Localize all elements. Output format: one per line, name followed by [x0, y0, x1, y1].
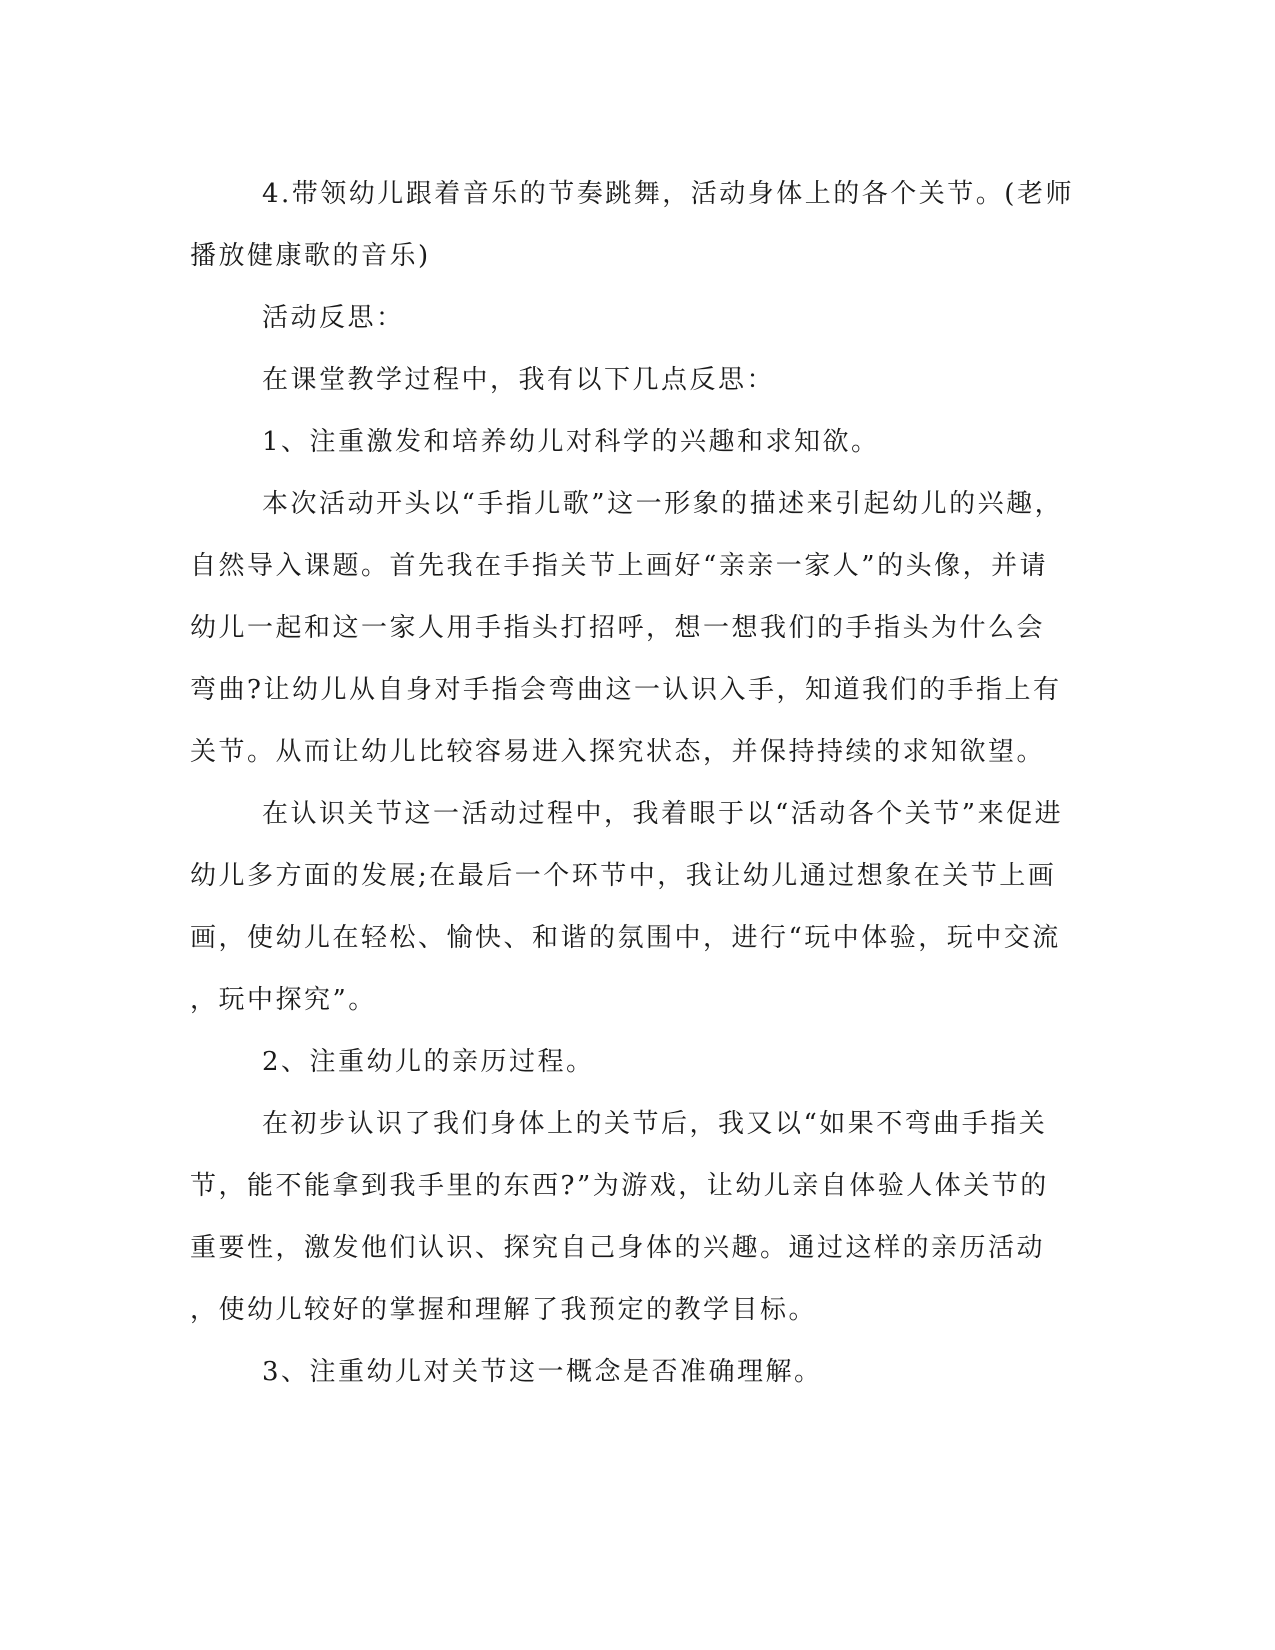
section-heading-reflection: 活动反思： — [262, 303, 405, 333]
paragraph-line: ，玩中探究”。 — [190, 985, 377, 1015]
paragraph-line: 自然导入课题。首先我在手指关节上画好“亲亲一家人”的头像，并请 — [190, 551, 1049, 581]
paragraph-line-step4: 4.带领幼儿跟着音乐的节奏跳舞，活动身体上的各个关节。(老师 — [262, 179, 1074, 209]
paragraph-line: 在认识关节这一活动过程中，我着眼于以“活动各个关节”来促进 — [262, 799, 1064, 829]
paragraph-line-intro: 在课堂教学过程中，我有以下几点反思： — [262, 365, 776, 395]
paragraph-line: 幼儿一起和这一家人用手指头打招呼，想一想我们的手指头为什么会 — [190, 613, 1046, 643]
paragraph-line: 播放健康歌的音乐) — [190, 241, 431, 271]
paragraph-line: 本次活动开头以“手指儿歌”这一形象的描述来引起幼儿的兴趣， — [262, 489, 1064, 519]
paragraph-line: ，使幼儿较好的掌握和理解了我预定的教学目标。 — [190, 1295, 818, 1325]
paragraph-line: 弯曲?让幼儿从自身对手指会弯曲这一认识入手，知道我们的手指上有 — [190, 675, 1062, 705]
paragraph-line: 关节。从而让幼儿比较容易进入探究状态，并保持持续的求知欲望。 — [190, 737, 1046, 767]
list-item-point-1: 1、注重激发和培养幼儿对科学的兴趣和求知欲。 — [262, 427, 880, 457]
paragraph-line: 节，能不能拿到我手里的东西?”为游戏，让幼儿亲自体验人体关节的 — [190, 1171, 1049, 1201]
list-item-point-2: 2、注重幼儿的亲历过程。 — [262, 1047, 595, 1077]
list-item-point-3: 3、注重幼儿对关节这一概念是否准确理解。 — [262, 1357, 823, 1387]
paragraph-line: 幼儿多方面的发展;在最后一个环节中，我让幼儿通过想象在关节上画 — [190, 861, 1057, 891]
paragraph-line: 在初步认识了我们身体上的关节后，我又以“如果不弯曲手指关 — [262, 1109, 1048, 1139]
paragraph-line: 画，使幼儿在轻松、愉快、和谐的氛围中，进行“玩中体验，玩中交流 — [190, 923, 1061, 953]
paragraph-line: 重要性，激发他们认识、探究自己身体的兴趣。通过这样的亲历活动 — [190, 1233, 1046, 1263]
document-body — [190, 163, 1090, 1403]
